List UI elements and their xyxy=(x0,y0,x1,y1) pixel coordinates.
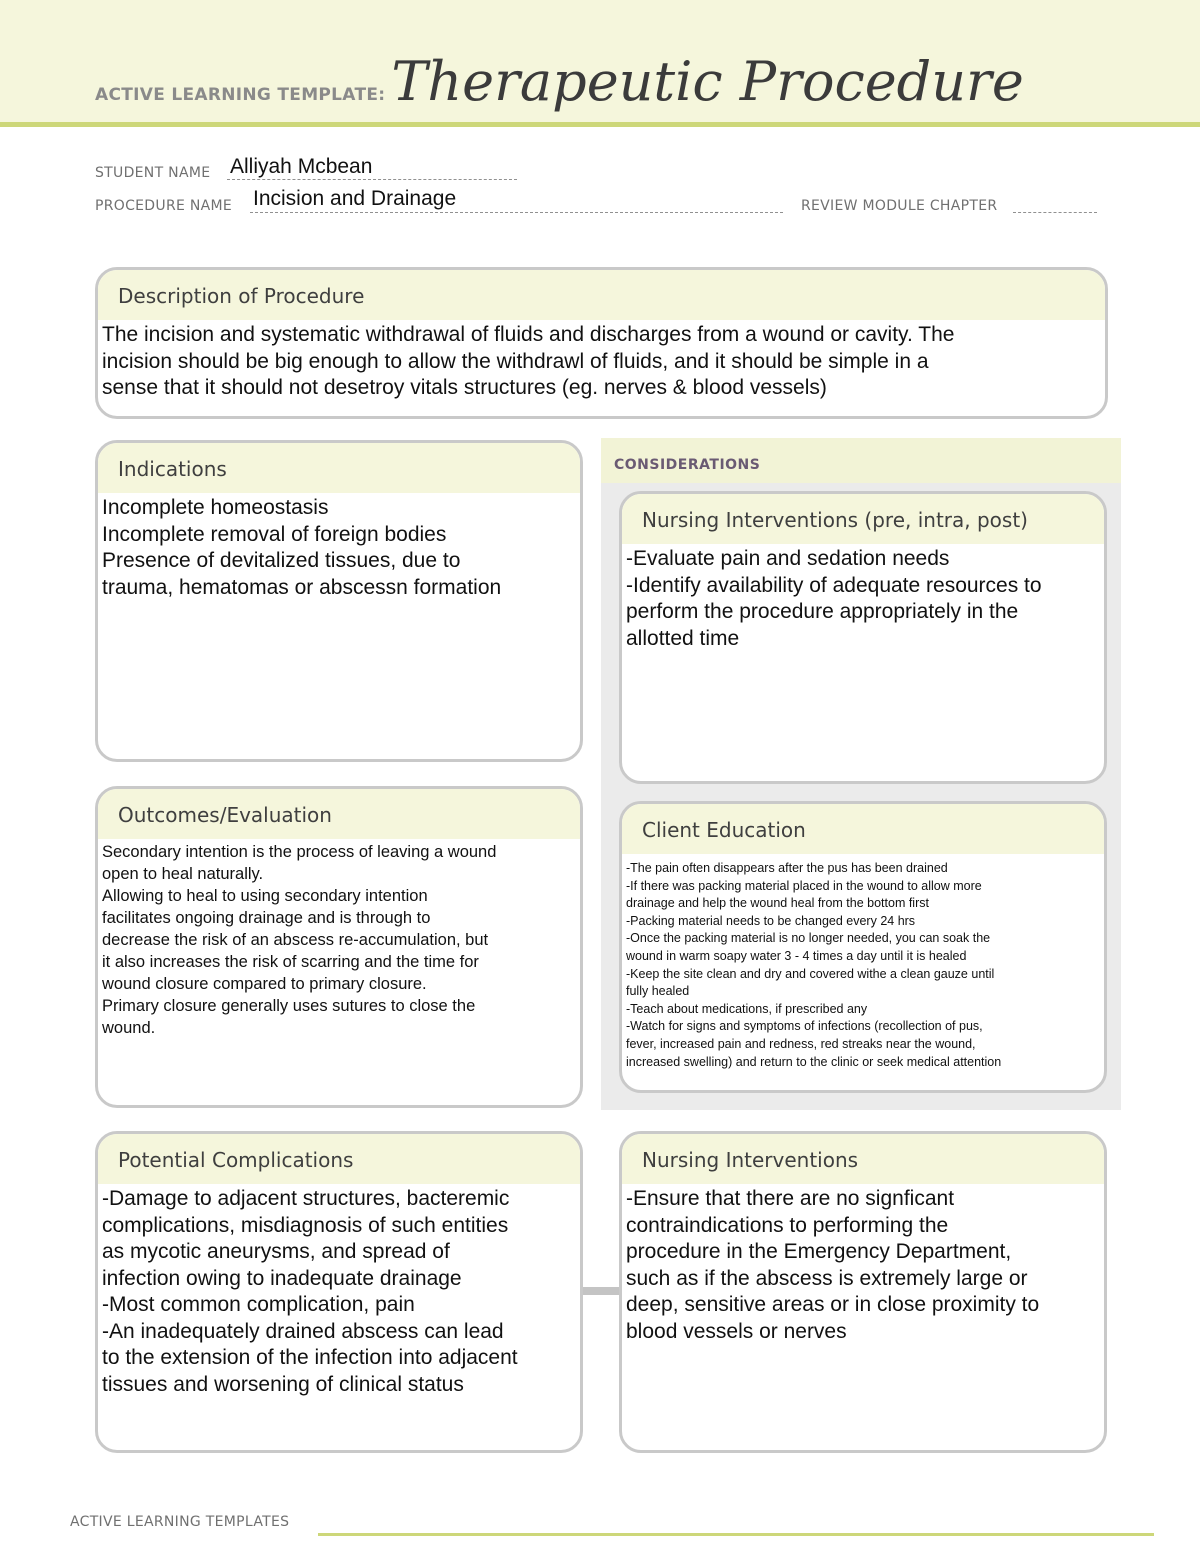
outcomes-line: wound closure compared to primary closure. xyxy=(102,975,427,993)
outcomes-line: decrease the risk of an abscess re-accumulation, but xyxy=(102,931,489,949)
footer-label: ACTIVE LEARNING TEMPLATES xyxy=(70,1514,290,1530)
potential-complications-line: -An inadequately drained abscess can lead xyxy=(102,1319,504,1343)
nursing-interventions-heading: Nursing Interventions xyxy=(642,1148,859,1172)
client-education-body[interactable] xyxy=(622,854,1104,1071)
indications-line: Presence of devitalized tissues, due to xyxy=(102,549,461,572)
nursing-interventions-pip-body[interactable] xyxy=(622,544,1104,652)
outcomes-heading: Outcomes/Evaluation xyxy=(118,803,332,827)
outcomes-line: wound. xyxy=(102,1019,156,1037)
nursing-interventions-pip-header xyxy=(622,494,1104,544)
nursing-interventions-line: procedure in the Emergency Department, xyxy=(626,1240,1012,1263)
outcomes-line: Allowing to heal to using secondary intention xyxy=(102,887,428,905)
indications-line: Incomplete removal of foreign bodies xyxy=(102,522,447,546)
footer-rule xyxy=(318,1533,1154,1536)
considerations-label: CONSIDERATIONS xyxy=(614,457,761,473)
review-module-label: REVIEW MODULE CHAPTER xyxy=(801,198,998,214)
student-name-field[interactable]: Alliyah Mcbean xyxy=(230,155,373,178)
client-education-line: increased swelling) and return to the clinic or seek medical attention xyxy=(626,1054,1002,1069)
procedure-name-label: PROCEDURE NAME xyxy=(95,198,233,214)
description-line: sense that it should not desetroy vitals structures (eg. nerves & blood vessels) xyxy=(102,376,827,399)
potential-complications-body[interactable] xyxy=(98,1184,580,1398)
indications-line: Incomplete homeostasis xyxy=(102,496,329,519)
potential-complications-heading: Potential Complications xyxy=(118,1148,354,1172)
nursing-interventions-line: blood vessels or nerves xyxy=(626,1319,847,1343)
indications-box xyxy=(95,440,583,762)
template-label: ACTIVE LEARNING TEMPLATE: xyxy=(95,85,386,105)
nursing-interventions-body[interactable] xyxy=(622,1184,1104,1345)
nursing-interventions-pip-line: perform the procedure appropriately in the xyxy=(626,600,1019,623)
indications-header xyxy=(98,443,580,493)
client-education-line: wound in warm soapy water 3 - 4 times a day until it is healed xyxy=(626,948,967,963)
review-module-field[interactable] xyxy=(1013,212,1097,213)
outcomes-line: Primary closure generally uses sutures to close the xyxy=(102,997,476,1015)
description-header xyxy=(98,270,1105,320)
nursing-interventions-box xyxy=(619,1131,1107,1453)
indications-body[interactable] xyxy=(98,493,580,601)
client-education-line: -If there was packing material placed in the wound to allow more xyxy=(626,878,982,893)
client-education-heading: Client Education xyxy=(642,818,806,842)
client-education-line: -Packing material needs to be changed every 24 hrs xyxy=(626,913,916,928)
nursing-interventions-line: deep, sensitive areas or in close proximity to xyxy=(626,1293,1040,1316)
potential-complications-line: to the extension of the infection into adjacent xyxy=(102,1346,518,1369)
potential-complications-line: as mycotic aneurysms, and spread of xyxy=(102,1240,450,1263)
potential-complications-line: tissues and worsening of clinical status xyxy=(102,1372,464,1396)
outcomes-line: it also increases the risk of scarring and the time for xyxy=(102,953,479,971)
outcomes-body[interactable] xyxy=(98,839,580,1039)
client-education-box xyxy=(619,801,1107,1093)
procedure-name-line xyxy=(250,212,783,213)
procedure-name-field[interactable]: Incision and Drainage xyxy=(253,187,457,210)
description-body[interactable] xyxy=(98,320,1105,402)
client-education-line: -Teach about medications, if prescribed any xyxy=(626,1001,868,1016)
student-name-line xyxy=(227,179,517,180)
outcomes-line: open to heal naturally. xyxy=(102,865,264,883)
connector-bar xyxy=(582,1287,620,1295)
description-box xyxy=(95,267,1108,419)
client-education-line: fever, increased pain and redness, red streaks near the wound, xyxy=(626,1036,976,1051)
nursing-interventions-pip-line: -Evaluate pain and sedation needs xyxy=(626,547,950,570)
nursing-interventions-line: -Ensure that there are no signficant xyxy=(626,1187,955,1210)
template-header xyxy=(95,50,1024,113)
student-name-label: STUDENT NAME xyxy=(95,165,211,181)
page-title: Therapeutic Procedure xyxy=(391,50,1024,113)
nursing-interventions-pip-box xyxy=(619,491,1107,784)
client-education-line: -Once the packing material is no longer needed, you can soak the xyxy=(626,931,991,946)
potential-complications-line: -Most common complication, pain xyxy=(102,1293,415,1316)
potential-complications-box xyxy=(95,1131,583,1453)
indications-heading: Indications xyxy=(118,457,227,481)
nursing-interventions-line: contraindications to performing the xyxy=(626,1213,949,1237)
nursing-interventions-line: such as if the abscess is extremely large or xyxy=(626,1266,1028,1290)
description-heading: Description of Procedure xyxy=(118,284,365,308)
outcomes-box xyxy=(95,786,583,1108)
potential-complications-header xyxy=(98,1134,580,1184)
outcomes-line: facilitates ongoing drainage and is through to xyxy=(102,909,431,927)
client-education-line: drainage and help the wound heal from the bottom first xyxy=(626,896,929,911)
client-education-line: -Watch for signs and symptoms of infections (recollection of pus, xyxy=(626,1019,983,1034)
potential-complications-line: -Damage to adjacent structures, bacteremic xyxy=(102,1187,510,1210)
outcomes-header xyxy=(98,789,580,839)
nursing-interventions-pip-line: -Identify availability of adequate resources to xyxy=(626,573,1042,597)
nursing-interventions-pip-line: allotted time xyxy=(626,626,740,650)
nursing-interventions-header xyxy=(622,1134,1104,1184)
indications-line: trauma, hematomas or abscessn formation xyxy=(102,575,502,599)
outcomes-line: Secondary intention is the process of leaving a wound xyxy=(102,843,497,861)
description-line: The incision and systematic withdrawal of fluids and discharges from a wound or cavity. The xyxy=(102,323,955,346)
client-education-line: -The pain often disappears after the pus has been drained xyxy=(626,861,948,875)
client-education-line: fully healed xyxy=(626,984,690,999)
nursing-interventions-pip-heading: Nursing Interventions (pre, intra, post) xyxy=(642,508,1028,532)
client-education-line: -Keep the site clean and dry and covered withe a clean gauze until xyxy=(626,966,995,981)
description-line: incision should be big enough to allow the withdrawl of fluids, and it should be simple in a xyxy=(102,349,929,373)
client-education-header xyxy=(622,804,1104,854)
potential-complications-line: infection owing to inadequate drainage xyxy=(102,1266,462,1290)
potential-complications-line: complications, misdiagnosis of such entities xyxy=(102,1213,509,1237)
header-rule xyxy=(0,122,1200,127)
